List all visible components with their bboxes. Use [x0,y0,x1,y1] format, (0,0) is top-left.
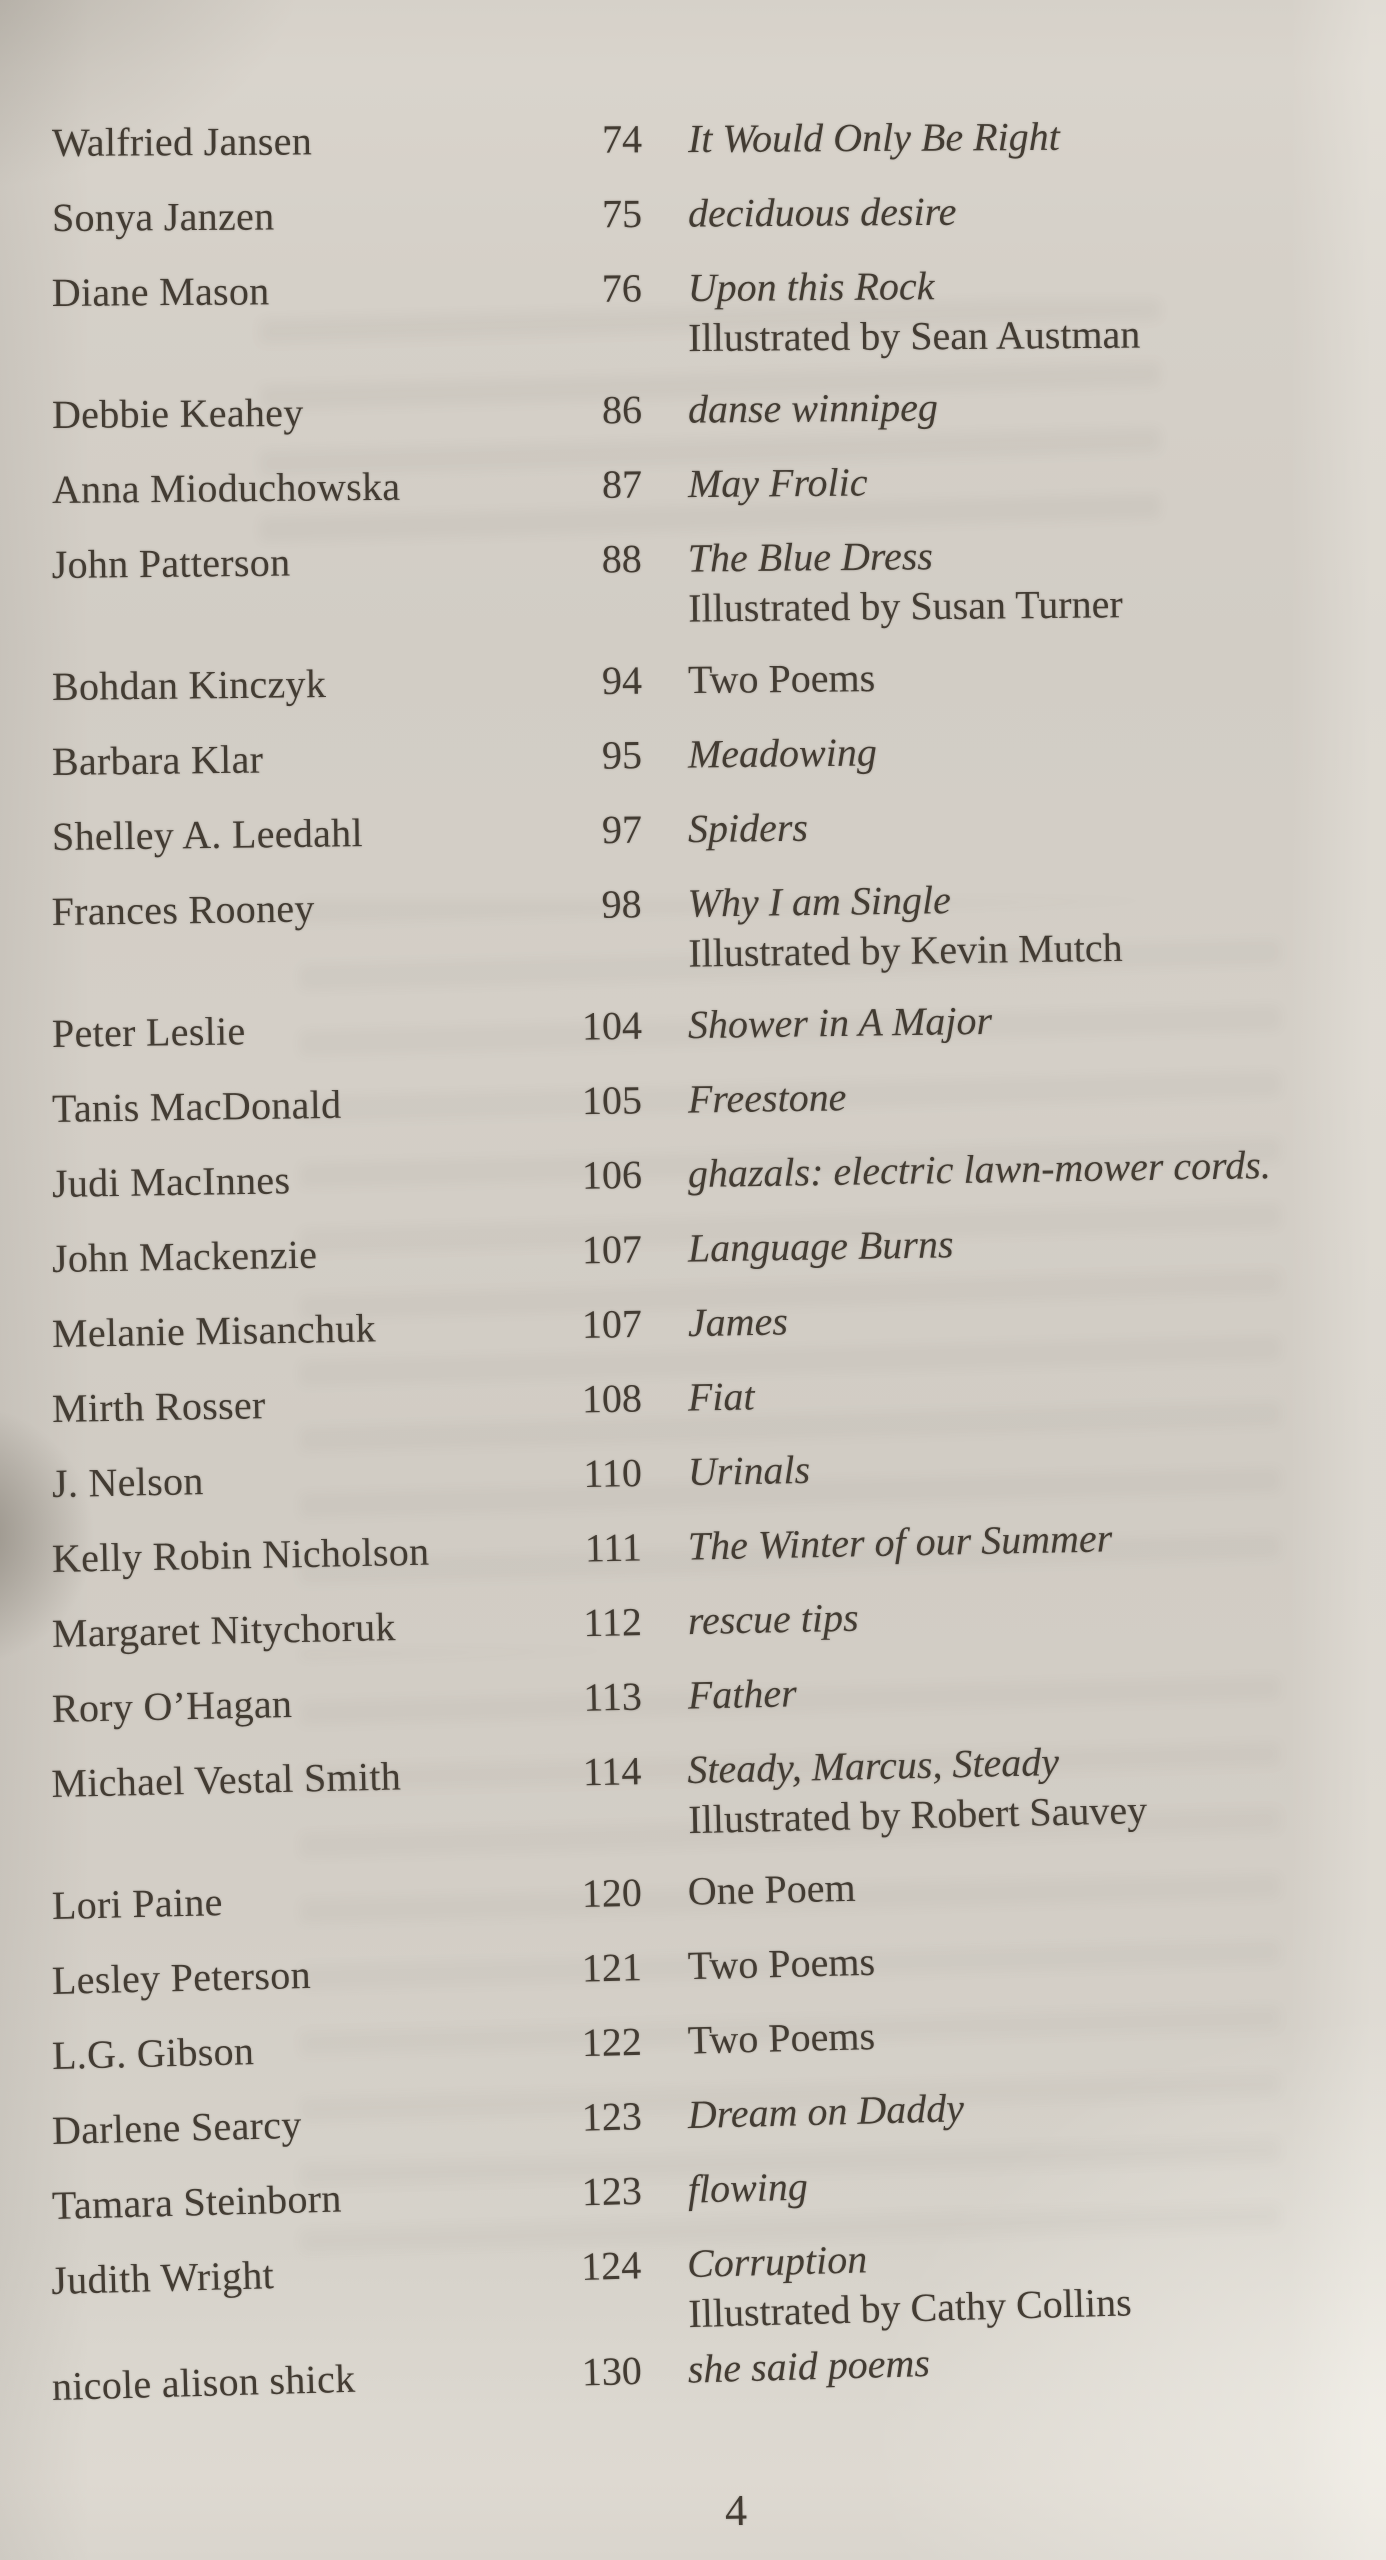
page-number: 130 [581,2347,643,2395]
work-title: Upon this Rock [687,263,935,311]
title-cell [641,1657,1350,1722]
work-title: Two Poems [687,1938,876,1989]
toc-entry [52,184,1350,243]
work-title: Two Poems [687,655,876,703]
page-number: 107 [581,1226,643,1273]
toc-entry [51,1583,1350,1659]
toc-section [51,2340,1350,2412]
page-number: 123 [581,2093,643,2140]
illustration-credit: Illustrated by Kevin Mutch [687,924,1123,976]
page-number: 111 [584,1524,643,1571]
page-number: 74 [601,116,643,162]
page-number: 88 [601,536,642,582]
title-cell [641,1731,1351,1846]
work-title: Two Poems [687,2013,876,2063]
title-cell [642,184,1350,239]
author-name: Kelly Robin Nicholson [51,1528,430,1581]
author-name: J. Nelson [51,1458,204,1506]
title-cell [640,2222,1350,2341]
page-number: 110 [582,1449,643,1497]
toc-entry [52,1213,1351,1284]
work-title: flowing [687,2163,809,2212]
author-name: Shelley A. Leedahl [51,810,364,859]
page-number: 86 [601,387,643,433]
author-name: Tamara Steinborn [51,2175,343,2228]
author-name: Anna Mioduchowska [51,463,401,512]
page-number: 97 [601,806,643,853]
work-title: Urinals [687,1446,811,1495]
work-title: May Frolic [687,459,868,507]
author-name: Rory O’Hagan [51,1680,293,1731]
toc-entry [52,379,1350,440]
page-number: 108 [581,1375,643,1422]
title-cell [642,1139,1351,1200]
author-name: Judi MacInnes [51,1157,291,1206]
page-number: 124 [580,2242,642,2289]
work-title: she said poems [687,2340,931,2392]
title-cell [642,258,1351,363]
title-cell [641,2148,1350,2216]
work-title: Dream on Daddy [687,2085,965,2138]
toc-entry [51,1852,1350,1931]
work-title: Fiat [687,1373,755,1420]
work-title: It Would Only Be Right [687,113,1060,162]
author-name: Darlene Searcy [51,2101,303,2153]
toc-entry [52,1287,1351,1359]
work-title: Freestone [687,1074,847,1122]
title-cell [641,1852,1350,1918]
toc-entry [52,110,1350,168]
author-name: Diane Mason [51,268,270,316]
toc-entry [51,527,1350,640]
toc-entry [52,991,1351,1059]
title-cell [641,1926,1350,1993]
author-name: Melanie Misanchuk [51,1305,377,1356]
author-name: Frances Rooney [51,885,315,935]
page-number: 87 [601,461,643,507]
toc-entry [51,2074,1350,2156]
illustration-credit: Illustrated by Susan Turner [687,581,1123,631]
title-cell [642,110,1350,164]
work-title: Meadowing [687,729,878,777]
work-title: The Blue Dress [687,533,934,581]
work-title: The Winter of our Summer [687,1515,1113,1569]
title-cell [641,527,1350,634]
toc-entry [52,1435,1351,1509]
title-cell [641,2000,1350,2067]
toc-section [51,655,1350,987]
title-cell [641,1509,1350,1573]
toc-section [51,113,1350,368]
toc-entry [51,2148,1350,2231]
title-cell [642,1213,1351,1275]
title-cell [642,648,1350,706]
toc-entry [51,1657,1350,1734]
page-number: 75 [601,190,643,237]
page-number: 122 [581,2018,643,2066]
toc-entry [51,1926,1350,2006]
work-title: Shower in A Major [687,997,993,1048]
page-number: 120 [581,1869,643,1917]
title-cell [642,1065,1351,1125]
toc-entry [52,258,1351,368]
page-number: 98 [601,881,642,927]
toc-entry [52,722,1350,787]
toc-entry [52,1361,1351,1434]
illustration-credit: Illustrated by Robert Sauvey [687,1787,1148,1843]
work-title: ghazals: electric lawn-mower cords. [687,1142,1272,1197]
page-number: 105 [581,1077,643,1124]
toc-section [50,1864,1350,2356]
title-cell [641,870,1350,979]
author-name: Barbara Klar [51,736,264,784]
page-number: 106 [581,1151,643,1198]
author-name: Bohdan Kinczyk [51,661,327,709]
author-name: Judith Wright [50,2252,275,2304]
author-name: Sonya Janzen [51,193,275,240]
work-title: Father [687,1670,798,1718]
work-title: James [687,1298,789,1346]
author-name: Walfried Jansen [51,118,313,165]
page-number: 114 [582,1748,642,1795]
author-name: Lesley Peterson [51,1951,312,2003]
page-number: 113 [582,1673,643,1720]
work-title: deciduous desire [687,188,957,236]
author-name: Mirth Rosser [51,1382,266,1431]
work-title: rescue tips [687,1594,859,1644]
title-cell [642,722,1351,780]
work-title: Corruption [686,2236,868,2287]
page-number: 104 [581,1002,643,1049]
toc-entry [52,648,1350,712]
toc-entry [52,453,1350,515]
work-title: One Poem [687,1864,857,1914]
page-number: 121 [581,1944,643,1991]
title-cell [641,1361,1350,1424]
toc-entry [52,796,1351,862]
title-cell [641,1435,1350,1498]
title-cell [642,991,1351,1051]
author-name: Peter Leslie [51,1008,246,1056]
toc-section [50,997,1350,1859]
page-number: 112 [582,1599,643,1646]
work-title: Why I am Single [687,877,952,926]
author-name: Michael Vestal Smith [50,1753,402,1807]
page-number: 94 [601,657,643,704]
toc-entry [52,1065,1351,1134]
author-name: John Mackenzie [51,1231,318,1281]
author-name: Tanis MacDonald [51,1081,342,1131]
title-cell [642,379,1350,435]
title-cell [642,796,1351,855]
toc-entry [52,1509,1351,1584]
illustration-credit: Illustrated by Cathy Collins [687,2279,1133,2337]
author-name: Margaret Nitychoruk [51,1604,397,1656]
toc-section [51,384,1350,640]
work-title: Spiders [687,804,809,852]
toc-entry [52,1139,1351,1209]
title-cell [642,453,1350,510]
author-name: Debbie Keahey [51,389,304,437]
toc-entry [51,870,1350,987]
table-of-contents [50,113,1350,2437]
work-title: danse winnipeg [687,384,939,432]
author-name: John Patterson [51,539,291,588]
toc-entry [51,2000,1350,2081]
page-number: 76 [601,265,642,311]
toc-entry [51,1731,1351,1859]
work-title: Steady, Marcus, Steady [686,1739,1060,1793]
author-name: Lori Paine [51,1879,224,1928]
illustration-credit: Illustrated by Sean Austman [687,311,1141,361]
footer-page-number: 4 [724,2485,748,2536]
page-number: 107 [581,1300,643,1347]
title-cell [641,1583,1350,1647]
title-cell [641,1287,1350,1349]
author-name: nicole alison shick [51,2355,356,2409]
page-number: 123 [581,2167,643,2215]
title-cell [641,2074,1350,2142]
work-title: Language Burns [687,1221,954,1271]
author-name: L.G. Gibson [51,2028,255,2078]
page-number: 95 [601,732,643,778]
